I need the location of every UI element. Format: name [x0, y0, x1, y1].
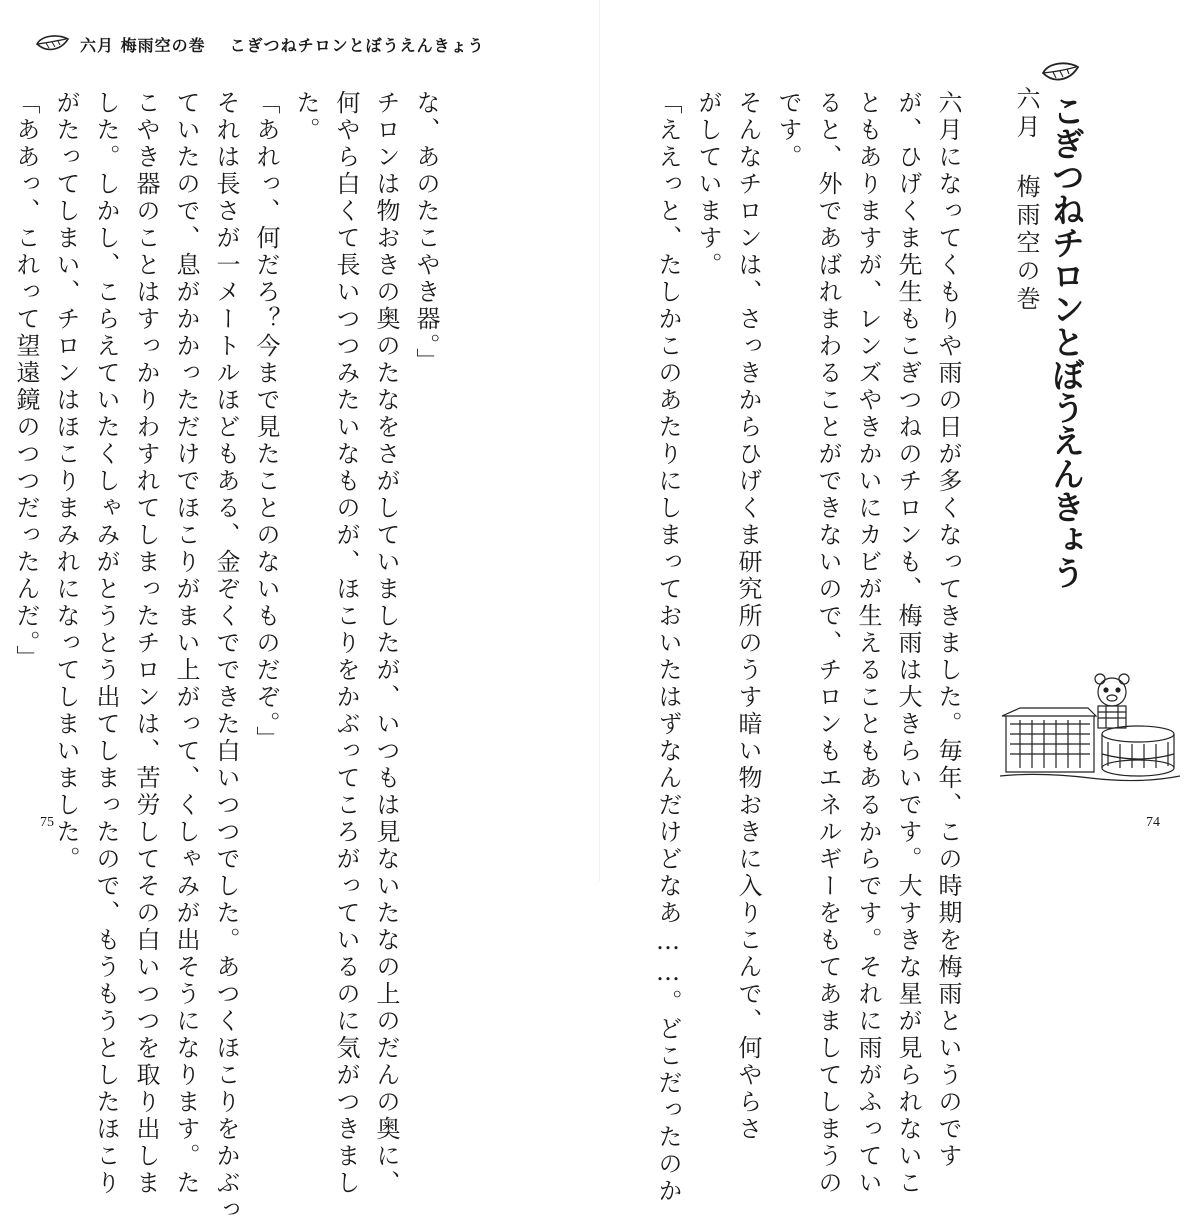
body-line: です。: [774, 90, 802, 171]
page-number-left: 75: [40, 815, 54, 830]
body-line: チロンは物おきの奥のたなをさがしていましたが、いつもは見ないたなの上のだんの奥に、: [372, 90, 400, 1197]
body-line: ると、外であばれまわることができないので、チロンもエネルギーをもてあましてしまうの: [814, 90, 842, 1197]
chapter-title: こぎつねチロンとぼうえんきょう: [1047, 94, 1086, 589]
body-line: 六月になってくもりや雨の日が多くなってきました。毎年、この時期を梅雨というのです: [934, 90, 962, 1170]
body-line: ていたので、息がかかっただけでほこりがまい上がって、くしゃみが出そうになります。た: [172, 90, 200, 1197]
running-header: [34, 32, 485, 56]
right-page-body: [654, 90, 968, 1205]
body-line: 「あれっ、何だろ？今まで見たことのないものだぞ。」: [252, 90, 280, 753]
chapter-volume: 六月 梅雨空の巻: [1012, 86, 1040, 314]
body-line: な、あのたこやき器。」: [412, 90, 440, 375]
leaf-icon: [34, 33, 70, 55]
body-line: それは長さが一メートルほどもある、金ぞくでできた白いつつでした。あつくほこりをかぶっ: [212, 90, 240, 1224]
body-line: がたってしまい、チロンはほこりまみれになってしまいました。: [52, 90, 80, 873]
body-line: 何やら白くて長いつつみたいなものが、ほこりをかぶってころがっているのに気がつきまし: [332, 90, 360, 1197]
body-line: 「ええっと、たしかこのあたりにしまっておいたはずなんだけどなあ……。どこだったのか: [654, 90, 682, 1205]
observatory-illustration: [1000, 668, 1180, 783]
running-header-title: こぎつねチロンとぼうえんきょう: [229, 35, 485, 55]
body-line: した。しかし、こらえていたくしゃみがとうとう出てしまったので、もうもうとしたほこり: [92, 90, 120, 1197]
body-line: がしています。: [694, 90, 722, 279]
body-line: た。: [292, 90, 320, 144]
body-line: そんなチロンは、さっきからひげくま研究所のうす暗い物おきに入りこんで、何やらさ: [734, 90, 762, 1143]
body-line: が、ひげくま先生もこぎつねのチロンも、梅雨は大きらいです。大すきな星が見られないこ: [894, 90, 922, 1197]
spread-gutter: [599, 0, 600, 881]
page-number-right: 74: [1146, 815, 1160, 830]
body-line: ともありますが、レンズやきかいにカビが生えることもあるからです。それに雨がふってい: [854, 90, 882, 1197]
body-line: 「ああっ、これって望遠鏡のつつだったんだ。」: [12, 90, 40, 672]
body-line: こやき器のことはすっかりわすれてしまったチロンは、苦労してその白いつつを取り出しま: [132, 90, 160, 1197]
running-header-volume: 六月 梅雨空の巻: [80, 35, 206, 55]
leaf-icon: [1040, 60, 1080, 86]
